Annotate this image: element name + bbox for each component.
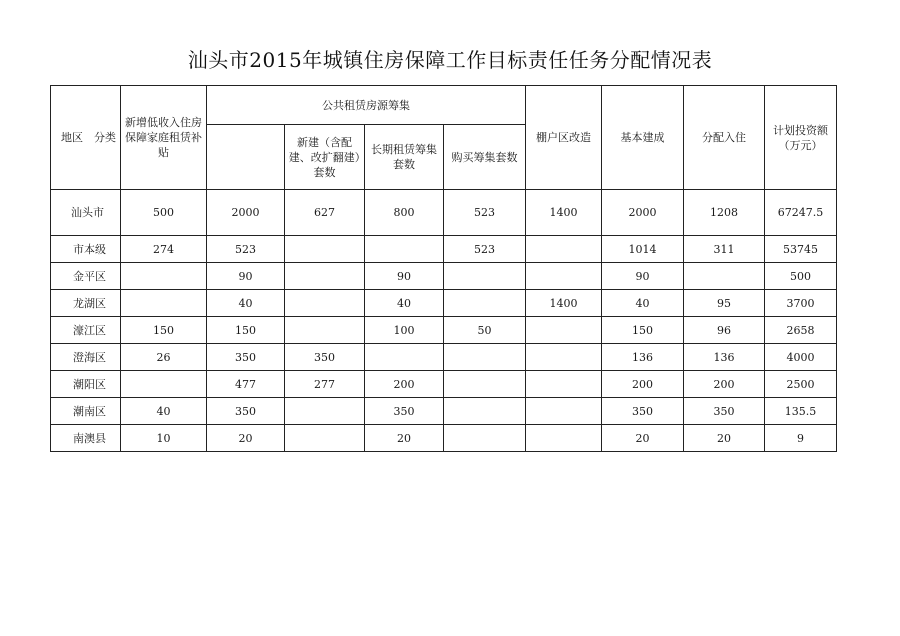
cell-basic-completion: 1014 [602,236,684,263]
header-long-term-lease: 长期租赁筹集套数 [365,125,444,190]
cell-public-rental: 2000 [207,190,285,236]
cell-purchase [444,371,526,398]
cell-purchase [444,290,526,317]
header-purchase: 购买筹集套数 [444,125,526,190]
cell-new-build: 627 [285,190,365,236]
cell-region: 潮阳区 [51,371,121,398]
cell-region: 潮南区 [51,398,121,425]
cell-allocation: 95 [684,290,765,317]
header-row-top [51,86,837,125]
table-row [51,290,837,317]
cell-investment: 9 [765,425,837,452]
cell-public-rental: 477 [207,371,285,398]
allocation-table [50,85,837,452]
cell-investment: 135.5 [765,398,837,425]
cell-region: 龙湖区 [51,290,121,317]
cell-new-build [285,398,365,425]
cell-purchase: 523 [444,236,526,263]
cell-new-build [285,236,365,263]
cell-basic-completion: 2000 [602,190,684,236]
cell-new-build [285,290,365,317]
cell-region: 澄海区 [51,344,121,371]
cell-subsidy: 150 [121,317,207,344]
table-row [51,317,837,344]
header-public-rental: 公共租赁房源筹集 [207,86,526,125]
header-investment: 计划投资额（万元） [765,86,837,190]
cell-investment: 53745 [765,236,837,263]
cell-region: 市本级 [51,236,121,263]
header-basic-completion: 基本建成 [602,86,684,190]
cell-subsidy: 10 [121,425,207,452]
cell-new-build: 350 [285,344,365,371]
cell-shantytown: 1400 [526,290,602,317]
cell-subsidy: 500 [121,190,207,236]
cell-region: 汕头市 [51,190,121,236]
cell-purchase [444,263,526,290]
cell-investment: 67247.5 [765,190,837,236]
header-shantytown: 棚户区改造 [526,86,602,190]
cell-long-term-lease [365,344,444,371]
cell-new-build [285,425,365,452]
table-row [51,263,837,290]
header-public-rental-total [207,125,285,190]
cell-shantytown [526,263,602,290]
cell-long-term-lease: 40 [365,290,444,317]
cell-basic-completion: 20 [602,425,684,452]
cell-shantytown: 1400 [526,190,602,236]
cell-allocation: 96 [684,317,765,344]
cell-basic-completion: 150 [602,317,684,344]
cell-subsidy: 26 [121,344,207,371]
table-row [51,398,837,425]
cell-subsidy [121,263,207,290]
cell-allocation: 136 [684,344,765,371]
cell-allocation: 200 [684,371,765,398]
cell-subsidy [121,371,207,398]
cell-public-rental: 20 [207,425,285,452]
header-new-build: 新建（含配建、改扩翻建）套数 [285,125,365,190]
cell-long-term-lease: 20 [365,425,444,452]
cell-public-rental: 350 [207,344,285,371]
cell-region: 南澳县 [51,425,121,452]
cell-long-term-lease [365,236,444,263]
cell-investment: 500 [765,263,837,290]
table-row [51,425,837,452]
cell-shantytown [526,317,602,344]
cell-public-rental: 150 [207,317,285,344]
cell-purchase: 523 [444,190,526,236]
cell-subsidy: 40 [121,398,207,425]
cell-public-rental: 40 [207,290,285,317]
cell-new-build [285,263,365,290]
cell-public-rental: 350 [207,398,285,425]
cell-new-build: 277 [285,371,365,398]
cell-shantytown [526,425,602,452]
cell-basic-completion: 200 [602,371,684,398]
cell-allocation: 350 [684,398,765,425]
cell-basic-completion: 350 [602,398,684,425]
cell-shantytown [526,344,602,371]
cell-long-term-lease: 200 [365,371,444,398]
cell-investment: 2658 [765,317,837,344]
cell-purchase [444,425,526,452]
cell-investment: 4000 [765,344,837,371]
cell-basic-completion: 90 [602,263,684,290]
table-row [51,371,837,398]
header-region: 地区 分类 [51,86,121,190]
table-row [51,236,837,263]
cell-allocation: 311 [684,236,765,263]
cell-investment: 2500 [765,371,837,398]
table-row [51,190,837,236]
cell-region: 濠江区 [51,317,121,344]
cell-shantytown [526,236,602,263]
cell-shantytown [526,398,602,425]
cell-long-term-lease: 800 [365,190,444,236]
cell-allocation [684,263,765,290]
cell-shantytown [526,371,602,398]
cell-public-rental: 523 [207,236,285,263]
cell-public-rental: 90 [207,263,285,290]
cell-allocation: 20 [684,425,765,452]
cell-basic-completion: 40 [602,290,684,317]
table-row [51,344,837,371]
header-subsidy: 新增低收入住房保障家庭租赁补贴 [121,86,207,190]
cell-purchase [444,398,526,425]
cell-subsidy [121,290,207,317]
cell-allocation: 1208 [684,190,765,236]
cell-long-term-lease: 100 [365,317,444,344]
cell-purchase [444,344,526,371]
page-title: 汕头市2015年城镇住房保障工作目标责任任务分配情况表 [187,48,713,72]
header-allocation: 分配入住 [684,86,765,190]
cell-long-term-lease: 90 [365,263,444,290]
cell-new-build [285,317,365,344]
cell-investment: 3700 [765,290,837,317]
cell-long-term-lease: 350 [365,398,444,425]
cell-region: 金平区 [51,263,121,290]
cell-purchase: 50 [444,317,526,344]
cell-subsidy: 274 [121,236,207,263]
cell-basic-completion: 136 [602,344,684,371]
